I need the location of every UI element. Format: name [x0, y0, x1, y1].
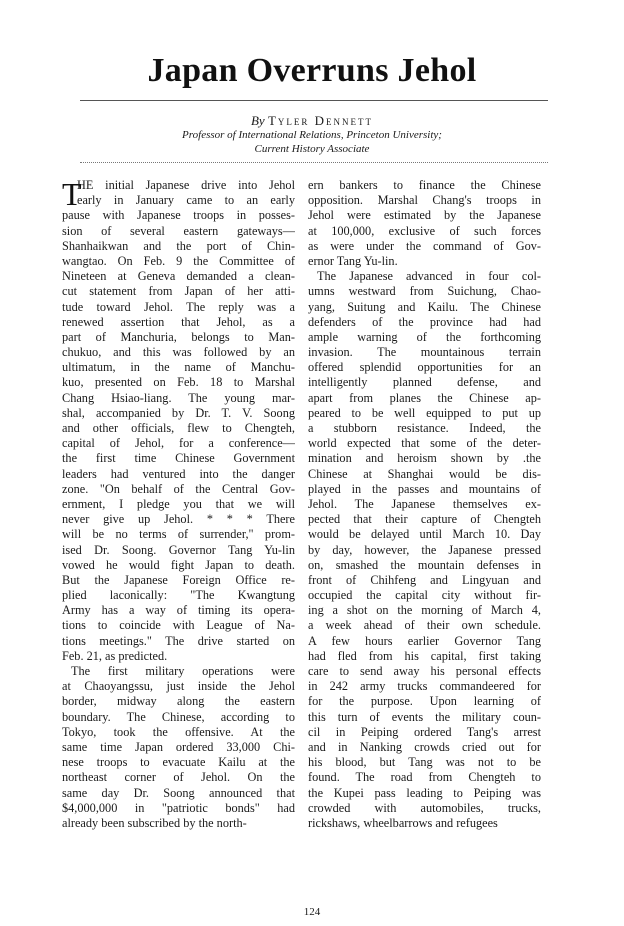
text-line: shal, accompanied by Dr. T. V. Soong — [62, 405, 295, 420]
text-line: cil in Peiping ordered Tang's arrest — [308, 724, 541, 739]
text-line: his blood, but Tang was not to be — [308, 755, 541, 770]
text-line: apart from planes the Chinese ap- — [308, 390, 541, 405]
text-line: at 100,000, exclusive of such forces — [308, 223, 541, 238]
text-line: early in January came to an early — [77, 193, 295, 208]
text-line: pause with Japanese troops in posses- — [62, 208, 295, 223]
article-title: Japan Overruns Jehol — [147, 52, 477, 89]
text-line: Shanhaikwan and the port of Chin- — [62, 238, 295, 253]
text-line: kuo, presented on Feb. 18 to Marshal — [62, 375, 295, 390]
text-line: same time Japan ordered 33,000 Chi- — [62, 739, 295, 754]
text-line: Chang Hsiao-liang. The young mar- — [62, 390, 295, 405]
text-line: found. The road from Chengteh to — [308, 770, 541, 785]
text-line: same day Dr. Soong announced that — [62, 785, 295, 800]
byline-prefix: By — [250, 113, 265, 128]
byline-rule — [80, 162, 548, 163]
text-line: Feb. 21, as predicted. — [62, 648, 168, 663]
text-line: pected that their capture of Chengteh — [308, 512, 541, 527]
text-line: umns westward from Suichung, Chao- — [308, 284, 541, 299]
text-line: rickshaws, wheelbarrows and refugees — [308, 815, 498, 830]
first-word-caps: HE — [77, 178, 94, 192]
text-line: for the purpose. Upon learning of — [308, 694, 541, 709]
text-line: The first military operations were — [71, 664, 295, 678]
text-line: A few hours earlier Governor Tang — [308, 633, 541, 648]
text-line: ernor Tang Yu-lin. — [308, 253, 398, 268]
right-column — [308, 178, 541, 831]
text-line: tude toward Jehol. The reply was a — [62, 299, 295, 314]
text-line: played in the passes and mountains of — [308, 481, 541, 496]
text-line: plied laconically: "The Kwangtung — [62, 588, 295, 603]
text-line: part of Manchuria, belongs to Man- — [62, 329, 295, 344]
text-line: as were under the command of Gov- — [308, 238, 541, 253]
text-line: sion of several eastern gateways— — [62, 223, 295, 238]
text-line: boundary. The Chinese, according to — [62, 709, 295, 724]
text-line: Chinese at Shanghai would be dis- — [308, 466, 541, 481]
text-line: Army has a way of timing its opera- — [62, 603, 295, 618]
text-line: the first time Chinese Government — [62, 451, 295, 466]
text-line: tions to coincide with League of Na- — [62, 618, 295, 633]
title-rule — [80, 100, 548, 101]
text-line: in 242 army trucks commandeered for — [308, 679, 541, 694]
text-line: northeast corner of Jehol. On the — [62, 770, 295, 785]
text-line: leaders had ventured into the danger — [62, 466, 295, 481]
text-line: and in Nanking crowds cried out for — [308, 739, 541, 754]
text-line: chukuo, and this was followed by an — [62, 345, 295, 360]
author-name: Tyler Dennett — [267, 113, 374, 128]
text-line: Jehol were estimated by the Japanese — [308, 208, 541, 223]
text-line: opposition. Marshal Chang's troops in — [308, 193, 541, 208]
page-number: 124 — [303, 906, 321, 918]
text-line: Nineteen at Geneva demanded a clean- — [62, 269, 295, 284]
text-line: zone. "On behalf of the Central Gov- — [62, 481, 295, 496]
text-line: and other officials, flew to Chengteh, — [62, 421, 295, 435]
text-line: renewed assertion that Jehol, as a — [62, 314, 295, 329]
author-role: Current History Associate — [254, 143, 370, 155]
text-line: invasion. The mountainous terrain — [308, 345, 541, 360]
drop-cap: T — [62, 176, 82, 212]
text-line: mination and heroism shown by .the — [308, 451, 541, 466]
text-line: cut statement from Japan of her atti- — [62, 284, 295, 299]
text-line: Tokyo, took the offensive. At the — [62, 724, 295, 739]
text-line: ernment, I pledge you that we will — [62, 496, 295, 511]
first-line-text: initial Japanese drive into Jehol — [93, 178, 295, 192]
text-line: by day, however, the Japanese pressed — [308, 542, 541, 557]
author-affiliation: Professor of International Relations, Princeton University; — [182, 129, 442, 141]
text-line: care to send away his personal effects — [308, 664, 541, 678]
text-line: wangtao. On Feb. 9 the Committee of — [62, 253, 295, 268]
text-line: at Chaoyangssu, just inside the Jehol — [62, 679, 295, 694]
text-line: defenders of the province had had — [308, 314, 541, 329]
text-line: this turn of events the military coun- — [308, 709, 541, 724]
text-line: ised Dr. Soong. Governor Tang Yu-lin — [62, 542, 295, 557]
text-line: occupied the capital city without fir- — [308, 588, 541, 603]
text-line: offered splendid opportunities for an — [308, 360, 541, 375]
text-line: border, midway along the eastern — [62, 694, 295, 709]
text-line: the Kupei pass leading to Peiping was — [308, 785, 541, 800]
text-line: a stubborn resistance. Indeed, the — [308, 421, 541, 435]
text-line: on, smashed the mountain defenses in — [308, 557, 541, 572]
text-line: capital of Jehol, for a conference— — [62, 436, 295, 451]
text-line: yang, Suitung and Kailu. The Chinese — [308, 299, 541, 314]
text-line: intelligently planned defense, and — [308, 375, 541, 390]
text-line: had fled from his capital, first taking — [308, 648, 541, 663]
text-line: The Japanese advanced in four col- — [317, 269, 541, 284]
text-line: But the Japanese Foreign Office re- — [62, 572, 295, 587]
byline — [0, 113, 624, 129]
text-line: would be delayed until March 10. Day — [308, 527, 541, 542]
text-line: vowed he would fight Japan to death. — [62, 557, 295, 572]
text-line: never give up Jehol. * * * There — [62, 512, 295, 527]
text-line: crowded with automobiles, trucks, — [308, 800, 541, 815]
text-line: ultimatum, in the name of Manchu- — [62, 360, 295, 375]
text-line: $4,000,000 in "patriotic bonds" had — [62, 800, 295, 815]
text-line: peared to be well equipped to put up — [308, 405, 541, 420]
text-line: tions meetings." The drive started on — [62, 633, 295, 648]
text-line: ern bankers to finance the Chinese — [308, 178, 541, 192]
text-line: Jehol. The Japanese themselves ex- — [308, 496, 541, 511]
text-line: front of Chihfeng and Lingyuan and — [308, 572, 541, 587]
left-column — [62, 178, 295, 831]
text-line: world expected that some of the deter- — [308, 436, 541, 451]
text-line: already been subscribed by the north- — [62, 815, 247, 830]
text-line — [62, 178, 295, 193]
text-line: nese troops to evacuate Kailu at the — [62, 755, 295, 770]
text-line: will be no terms of surrender," prom- — [62, 527, 295, 542]
text-line: a week ahead of their own schedule. — [308, 618, 541, 633]
text-line: ample warning of the forthcoming — [308, 329, 541, 344]
text-line: ing a shot on the morning of March 4, — [308, 603, 541, 618]
